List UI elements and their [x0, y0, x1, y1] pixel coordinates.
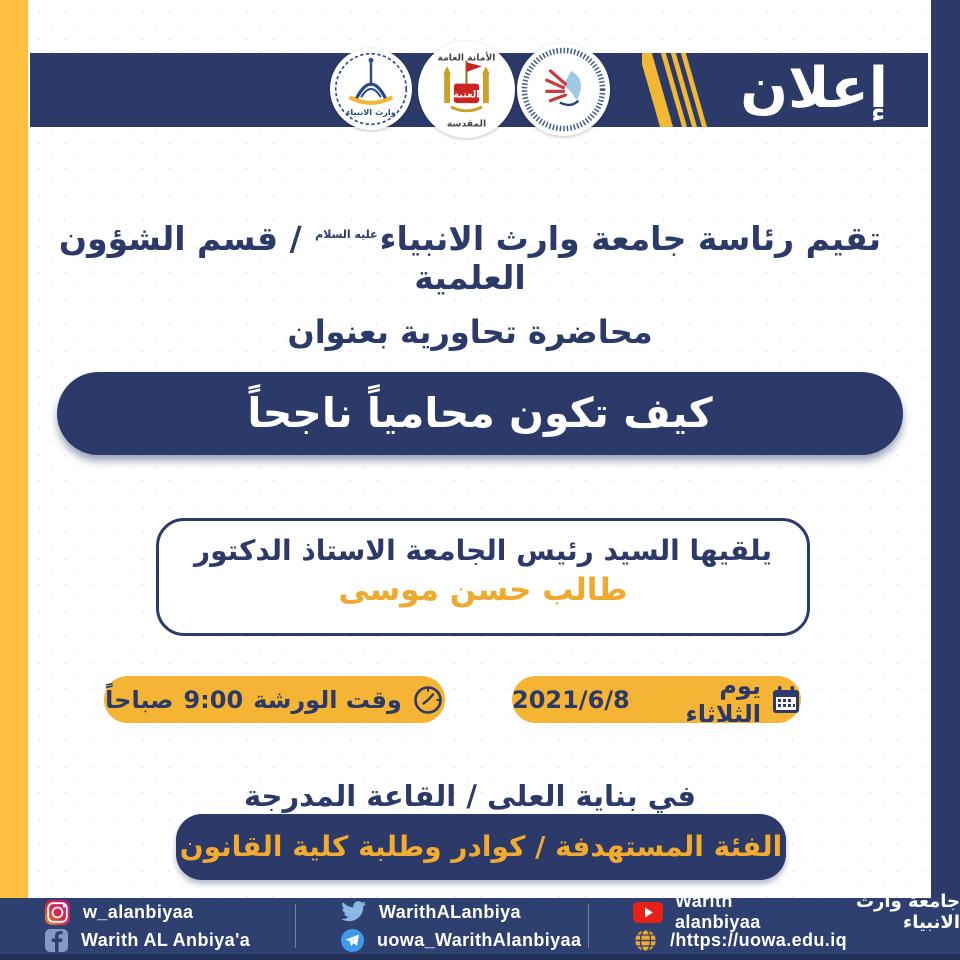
calendar-icon — [771, 684, 801, 716]
time-pill — [104, 676, 445, 723]
intro-line-1 — [40, 219, 900, 297]
shrine-emblem-icon — [418, 41, 515, 138]
instagram-icon — [44, 899, 71, 926]
clock-icon — [412, 684, 444, 716]
youtube-icon — [633, 902, 663, 923]
date-label: يوم الثلاثاء — [685, 671, 761, 728]
website-row[interactable] — [633, 928, 960, 953]
location-line: في بناية العلى / القاعة المدرجة — [243, 779, 697, 813]
right-accent-strip — [931, 0, 960, 898]
footer-social-bar — [0, 891, 960, 960]
telegram-handle[interactable]: uowa_WarithAlanbiyaa — [377, 929, 582, 950]
youtube-handle-ar[interactable]: جامعة وارث الانبياء — [855, 891, 960, 933]
intro-line-1a: تقيم رئاسة جامعة وارث الانبياء — [379, 219, 882, 258]
intro-line-1b: / قسم الشؤون العلمية — [58, 219, 526, 297]
telegram-row[interactable] — [340, 928, 588, 953]
instagram-row[interactable] — [44, 900, 295, 925]
svg-text:وارث الانبياء: وارث الانبياء — [346, 107, 396, 118]
target-audience-pill: الفئة المستهدفة / كوادر وطلبة كلية القانون — [176, 814, 786, 880]
announcement-title: إعلان — [740, 56, 888, 121]
intro-line-2: محاضرة تحاورية بعنوان — [287, 313, 653, 351]
footer-column-middle — [296, 898, 588, 954]
alabbas-holy-shrine-logo — [418, 41, 515, 138]
warith-university-logo — [330, 48, 412, 130]
facebook-icon — [44, 928, 69, 953]
telegram-icon — [340, 928, 365, 953]
facebook-handle[interactable]: Warith AL Anbiya'a — [81, 929, 251, 950]
ministry-of-higher-education-logo — [517, 43, 610, 136]
svg-text:العتبة: العتبة — [453, 89, 480, 101]
time-value: 9:00 — [183, 685, 244, 714]
date-value: 2021/6/8 — [512, 685, 630, 714]
footer-column-right — [589, 891, 960, 954]
time-suffix: صباحاً — [105, 685, 174, 714]
speaker-intro: يلقيها السيد رئيس الجامعة الاستاذ الدكتور — [193, 534, 772, 567]
twitter-row[interactable] — [340, 900, 588, 925]
facebook-row[interactable] — [44, 928, 295, 953]
university-emblem-icon — [330, 48, 412, 130]
svg-text:المقدسة: المقدسة — [446, 118, 487, 130]
lecture-title-pill: كيف تكون محامياً ناجحاً — [57, 372, 903, 455]
svg-text:الأمانة العامة: الأمانة العامة — [437, 52, 496, 64]
date-pill — [512, 671, 801, 728]
youtube-row[interactable] — [633, 891, 960, 933]
honorific-mark: عليه السلام — [315, 228, 378, 241]
footer-column-left — [0, 898, 295, 954]
globe-icon — [633, 928, 658, 953]
instagram-handle[interactable]: w_alanbiyaa — [83, 901, 194, 922]
speaker-box — [156, 518, 810, 636]
website-url[interactable]: /https://uowa.edu.iq — [670, 929, 847, 950]
twitter-icon — [340, 900, 367, 924]
left-accent-strip — [0, 0, 28, 898]
header-banner — [30, 52, 928, 130]
ministry-emblem-icon — [517, 43, 610, 136]
youtube-handle-en[interactable]: Warith alanbiyaa — [675, 891, 761, 932]
time-label: وقت الورشة — [253, 685, 402, 714]
twitter-handle[interactable]: WarithALanbiya — [379, 901, 521, 922]
diagonal-stripes-icon — [642, 53, 712, 127]
speaker-name: طالب حسن موسى — [338, 572, 628, 608]
